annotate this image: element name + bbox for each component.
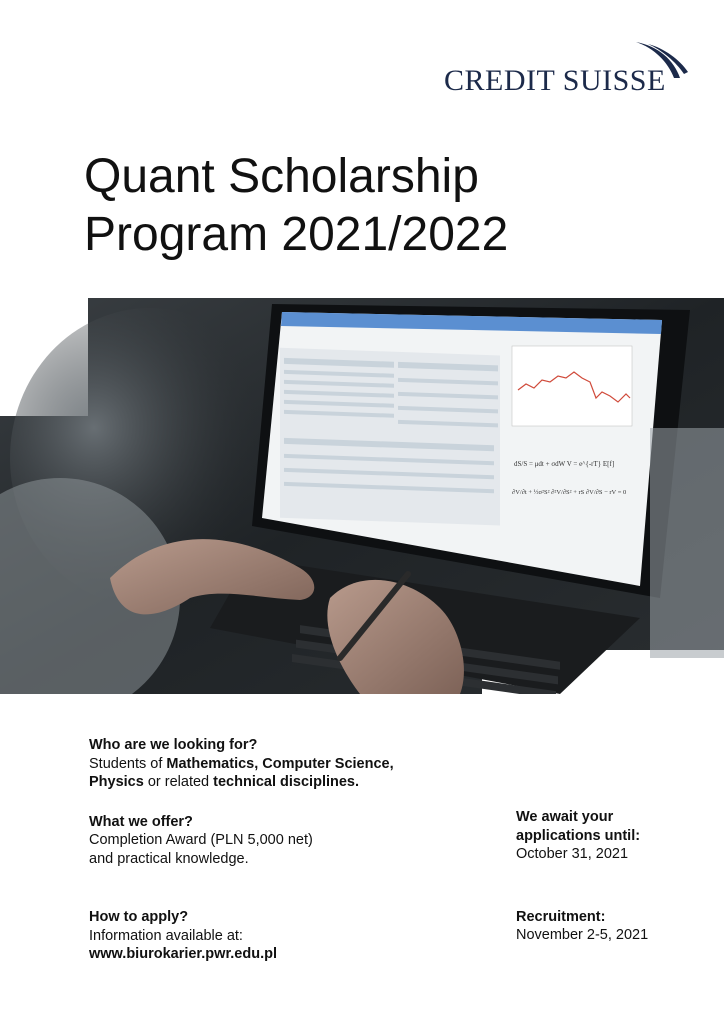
deadline-date: October 31, 2021 <box>516 846 629 862</box>
who-text-1: Students of <box>89 755 167 772</box>
title-line-2: Program 2021/2022 <box>84 208 509 261</box>
who-text-2: or related <box>143 774 214 790</box>
brand-name: CREDIT SUISSE <box>444 64 666 97</box>
info-right-column <box>516 808 716 989</box>
who-bold-1: Mathematics, Computer Science, <box>166 755 394 772</box>
who-section <box>89 736 489 792</box>
laptop-photo <box>0 298 724 694</box>
offer-line-1: Completion Award (PLN 5,000 net) <box>89 832 313 848</box>
info-left-column <box>89 736 489 985</box>
formula-2: ∂V/∂t + ½σ²S² ∂²V/∂S² + rS ∂V/∂S − rV = 0 <box>512 489 627 496</box>
deadline-heading-1: We await your <box>516 809 614 825</box>
apply-section <box>89 908 489 964</box>
who-bold-3: technical disciplines. <box>213 774 360 790</box>
offer-heading: What we offer? <box>89 813 193 830</box>
offer-line-2: and practical knowledge. <box>89 850 249 867</box>
apply-link[interactable]: www.biurokarier.pwr.edu.pl <box>89 946 278 962</box>
title-line-1: Quant Scholarship <box>84 150 479 203</box>
who-bold-2: Physics <box>89 774 144 790</box>
recruitment-heading: Recruitment: <box>516 908 606 925</box>
recruitment-date: November 2-5, 2021 <box>516 927 649 943</box>
apply-line-1: Information available at: <box>89 927 243 944</box>
apply-heading: How to apply? <box>89 909 189 925</box>
credit-suisse-logo <box>440 40 690 100</box>
deadline-heading-2: applications until: <box>516 827 641 844</box>
formula-1: dS/S = μdt + σdW V = e^{-rT} E[f] <box>514 460 615 468</box>
recruitment-section <box>516 908 716 945</box>
page-title <box>84 148 508 264</box>
who-heading: Who are we looking for? <box>89 737 258 753</box>
offer-section <box>89 813 489 869</box>
deadline-section <box>516 808 716 864</box>
